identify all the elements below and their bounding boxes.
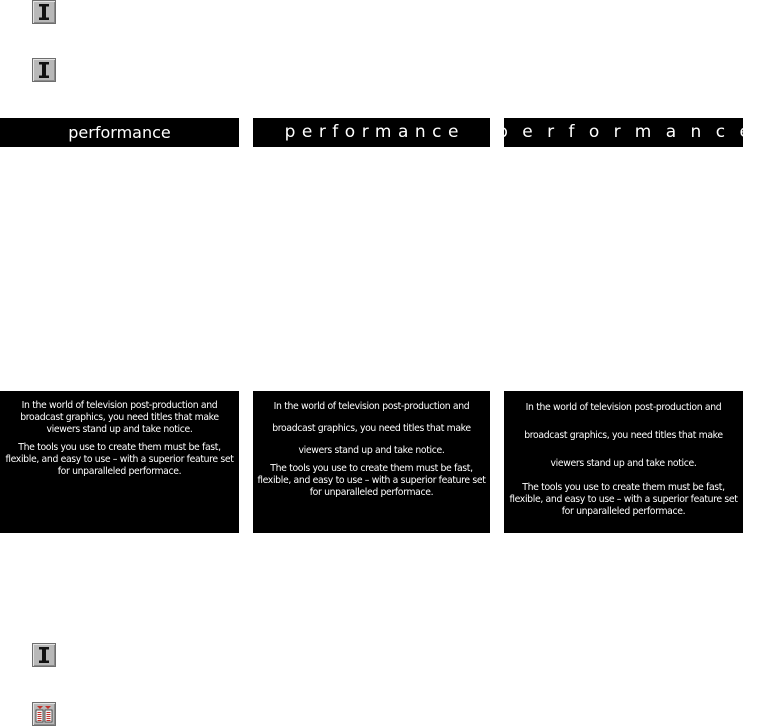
sample-word: performance (497, 122, 764, 142)
tracking-sample-normal (0, 118, 239, 147)
text-tool-button-3[interactable] (32, 643, 56, 667)
leading-sample-normal (0, 391, 239, 533)
tracking-sample-medium (253, 118, 490, 147)
text-tool-button-2[interactable] (32, 58, 56, 82)
tracking-sample-wide (497, 118, 764, 147)
sample-paragraph-2: The tools you use to create them must be fast, flexible, and easy to use – with a superior feature set for unparalleled performace. (5, 442, 234, 477)
text-tool-button[interactable] (32, 0, 56, 24)
text-cursor-icon (37, 3, 51, 21)
sample-paragraph-2: The tools you use to create them must be fast, flexible, and easy to use – with a superior feature set for unparalleled performace. (257, 463, 486, 498)
text-columns-icon (35, 705, 53, 723)
text-cursor-icon (37, 646, 51, 664)
sample-word: performance (68, 122, 171, 142)
text-columns-button[interactable] (32, 702, 56, 726)
sample-paragraph-1: In the world of television post-production and broadcast graphics, you need titles that make viewers stand up and take notice. (272, 401, 471, 456)
sample-paragraph-1: In the world of television post-production and broadcast graphics, you need titles that make viewers stand up and take notice. (20, 400, 219, 435)
text-cursor-icon (37, 61, 51, 79)
leading-sample-medium (253, 391, 490, 533)
sample-paragraph-1: In the world of television post-production and broadcast graphics, you need titles that make viewers stand up and take notice. (524, 402, 723, 469)
leading-sample-wide (504, 391, 743, 533)
sample-paragraph-2: The tools you use to create them must be fast, flexible, and easy to use – with a superior feature set for unparalleled performace. (509, 482, 738, 517)
sample-word: performance (284, 122, 465, 142)
